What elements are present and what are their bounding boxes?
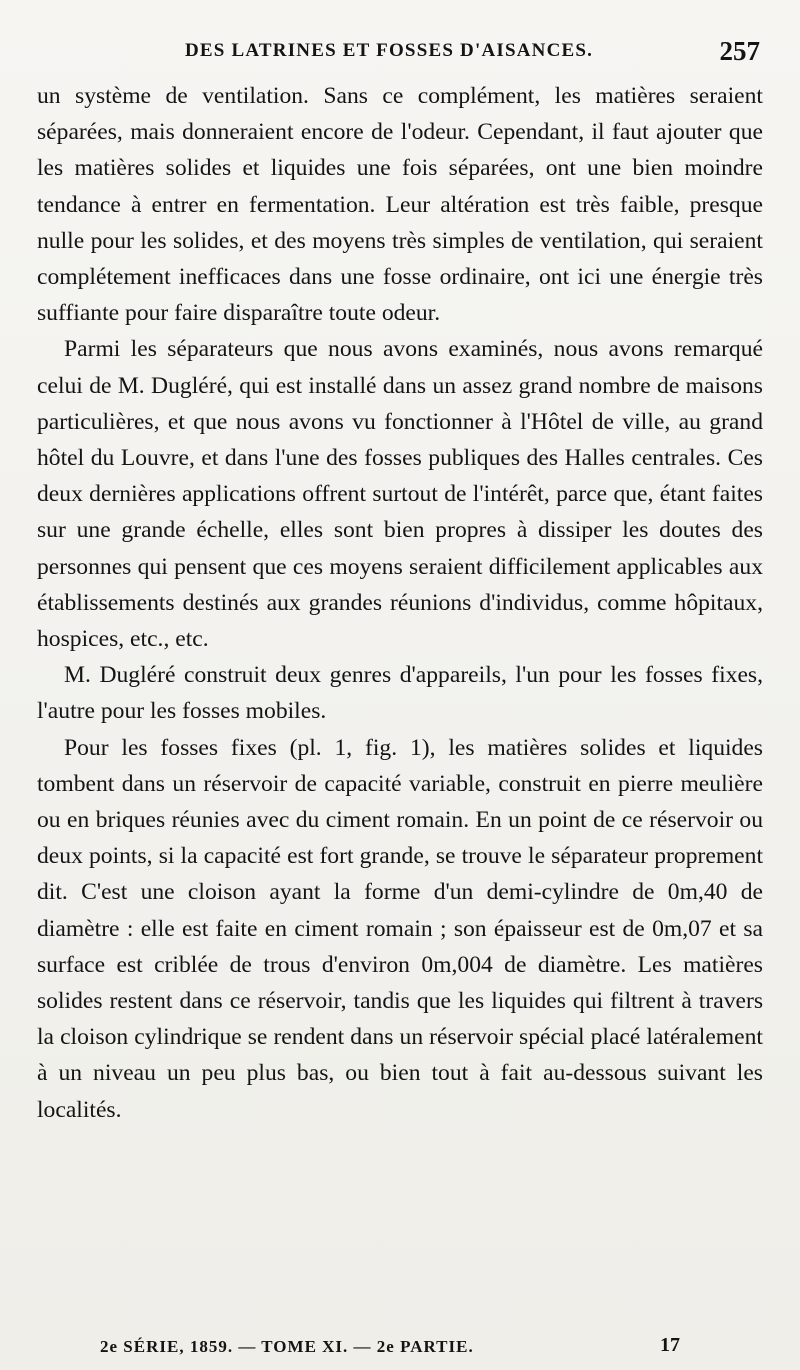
- paragraph: Pour les fosses fixes (pl. 1, fig. 1), les matières solides et liquides tombent dans un réservoir de capacité variable, construit en pierre meulière ou en briques réunies avec du ciment romain. En un point de ce réservoir ou deux points, si la capacité est fort grande, se trouve le séparateur proprement dit. C'est une cloison ayant la forme d'un demi-cylindre de 0m,40 de diamètre : elle est faite en ciment romain ; son épaisseur est de 0m,07 et sa surface est criblée de trous d'environ 0m,004 de diamètre. Les matières solides restent dans ce réservoir, tandis que les liquides qui filtrent à travers la cloison cylindrique se rendent dans un réservoir spécial placé latéralement à un niveau un peu plus bas, ou bien tout à fait au-dessous suivant les localités.: [37, 734, 763, 1123]
- paragraph: M. Dugléré construit deux genres d'appareils, l'un pour les fosses fixes, l'autre pour les fosses mobiles.: [37, 662, 763, 725]
- footer-signature: 2e SÉRIE, 1859. — TOME XI. — 2e PARTIE.: [100, 1337, 474, 1356]
- page-footer: [0, 1334, 800, 1361]
- paragraph: un système de ventilation. Sans ce complément, les matières seraient séparées, mais donneraient encore de l'odeur. Cependant, il faut ajouter que les matières solides et liquides une fois séparées, ont une bien moindre tendance à entrer en fermentation. Leur altération est très faible, presque nulle pour les solides, et des moyens très simples de ventilation, qui seraient complétement inefficaces dans une fosse ordinaire, ont ici une énergie très suffiante pour faire disparaître toute odeur.: [37, 83, 763, 327]
- body-text: [37, 78, 763, 1128]
- page-number: 257: [719, 36, 760, 66]
- paragraph: Parmi les séparateurs que nous avons examinés, nous avons remarqué celui de M. Dugléré, qui est installé dans un assez grand nombre de maisons particulières, et que nous avons vu fonctionner à l'Hôtel de ville, au grand hôtel du Louvre, et dans l'une des fosses publiques des Halles centrales. Ces deux dernières applications offrent surtout de l'intérêt, parce que, étant faites sur une grande échelle, elles sont bien propres à dissiper les doutes des personnes qui pensent que ces moyens seraient difficilement applicables aux établissements destinés aux grandes réunions d'individus, comme hôpitaux, hospices, etc., etc.: [37, 336, 763, 653]
- running-head: [0, 36, 800, 66]
- running-title: DES LATRINES ET FOSSES D'AISANCES.: [185, 40, 594, 61]
- signature-mark: 17: [660, 1334, 680, 1356]
